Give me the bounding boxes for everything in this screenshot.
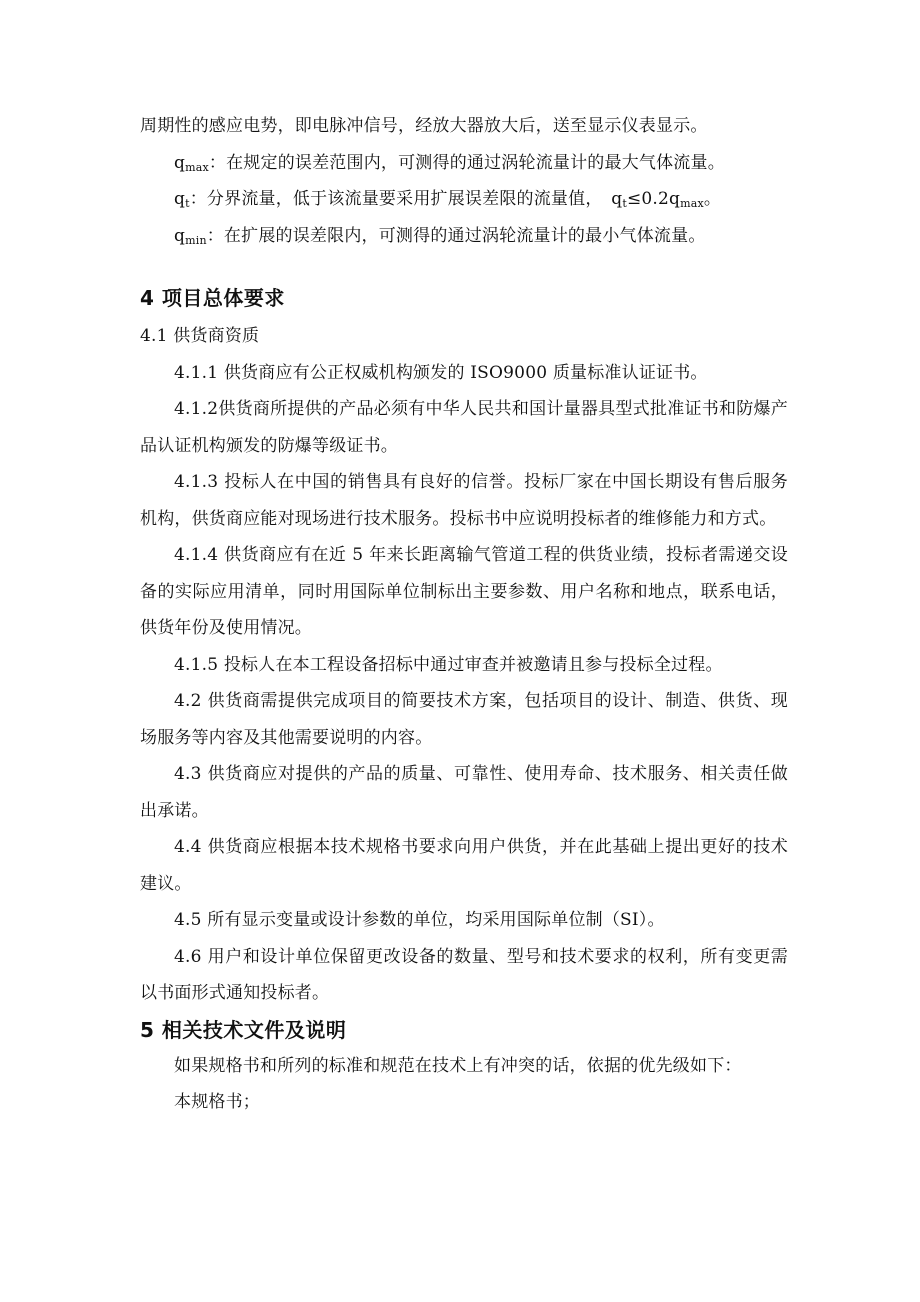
definition-text: ：在扩展的误差限内，可测得的通过涡轮流量计的最小气体流量。	[206, 225, 706, 246]
symbol-q: q	[174, 225, 186, 246]
subscript-t: t	[622, 197, 627, 210]
section-4-6: 4.6 用户和设计单位保留更改设备的数量、型号和技术要求的权利，所有变更需以书面形式通知投标者。	[140, 946, 788, 1003]
document-body	[140, 108, 788, 1121]
subscript-max: max	[185, 160, 209, 174]
subscript-max: max	[680, 197, 704, 210]
section-4-5: 4.5 所有显示变量或设计参数的单位，均采用国际单位制（SI）。	[174, 910, 665, 930]
definition-text: ：在规定的误差范围内，可测得的通过涡轮流量计的最大气体流量。	[208, 152, 725, 173]
section-4-4: 4.4 供货商应根据本技术规格书要求向用户供货，并在此基础上提出更好的技术建议。	[140, 837, 788, 894]
section-5-heading: 5 相关技术文件及说明	[140, 1017, 347, 1042]
definition-qt	[140, 181, 788, 218]
definition-qmin	[140, 218, 788, 255]
symbol-q: q	[174, 152, 186, 173]
definition-qmax	[140, 145, 788, 182]
definition-text: ≤0.2q	[626, 189, 681, 209]
section-4-1-5: 4.1.5 投标人在本工程设备招标中通过审查并被邀请且参与投标全过程。	[174, 654, 723, 675]
subscript-min: min	[185, 233, 207, 247]
paragraph-intro: 周期性的感应电势，即电脉冲信号，经放大器放大后，送至显示仪表显示。	[140, 116, 708, 136]
section-4-1-2: 4.1.2供货商所提供的产品必须有中华人民共和国计量器具型式批准证书和防爆产品认证机构颁发的防爆等级证书。	[140, 399, 788, 456]
subscript-t: t	[185, 197, 190, 210]
section-4-3: 4.3 供货商应对提供的产品的质量、可靠性、使用寿命、技术服务、相关责任做出承诺。	[140, 764, 788, 821]
section-4-1-1: 4.1.1 供货商应有公正权威机构颁发的 ISO9000 质量标准认证证书。	[174, 362, 708, 383]
symbol-q: q	[174, 189, 186, 209]
section-4-2: 4.2 供货商需提供完成项目的简要技术方案，包括项目的设计、制造、供货、现场服务等内容及其他需要说明的内容。	[140, 691, 788, 748]
section-5-item-1: 本规格书；	[174, 1092, 260, 1112]
section-4-heading: 4 项目总体要求	[140, 286, 285, 310]
section-4-1: 4.1 供货商资质	[140, 326, 260, 346]
section-4-1-4: 4.1.4 供货商应有在近 5 年来长距离输气管道工程的供货业绩，投标者需递交设备的实际应用清单，同时用国际单位制标出主要参数、用户名称和地点，联系电话，供货年份及使用情况。	[140, 545, 788, 638]
definition-text: 。	[703, 189, 722, 209]
definition-text: ：分界流量，低于该流量要采用扩展误差限的流量值， q	[189, 189, 623, 209]
section-5-intro: 如果规格书和所列的标准和规范在技术上有冲突的话，依据的优先级如下：	[174, 1055, 742, 1076]
section-4-1-3: 4.1.3 投标人在中国的销售具有良好的信誉。投标厂家在中国长期设有售后服务机构，供货商应能对现场进行技术服务。投标书中应说明投标者的维修能力和方式。	[140, 472, 788, 529]
